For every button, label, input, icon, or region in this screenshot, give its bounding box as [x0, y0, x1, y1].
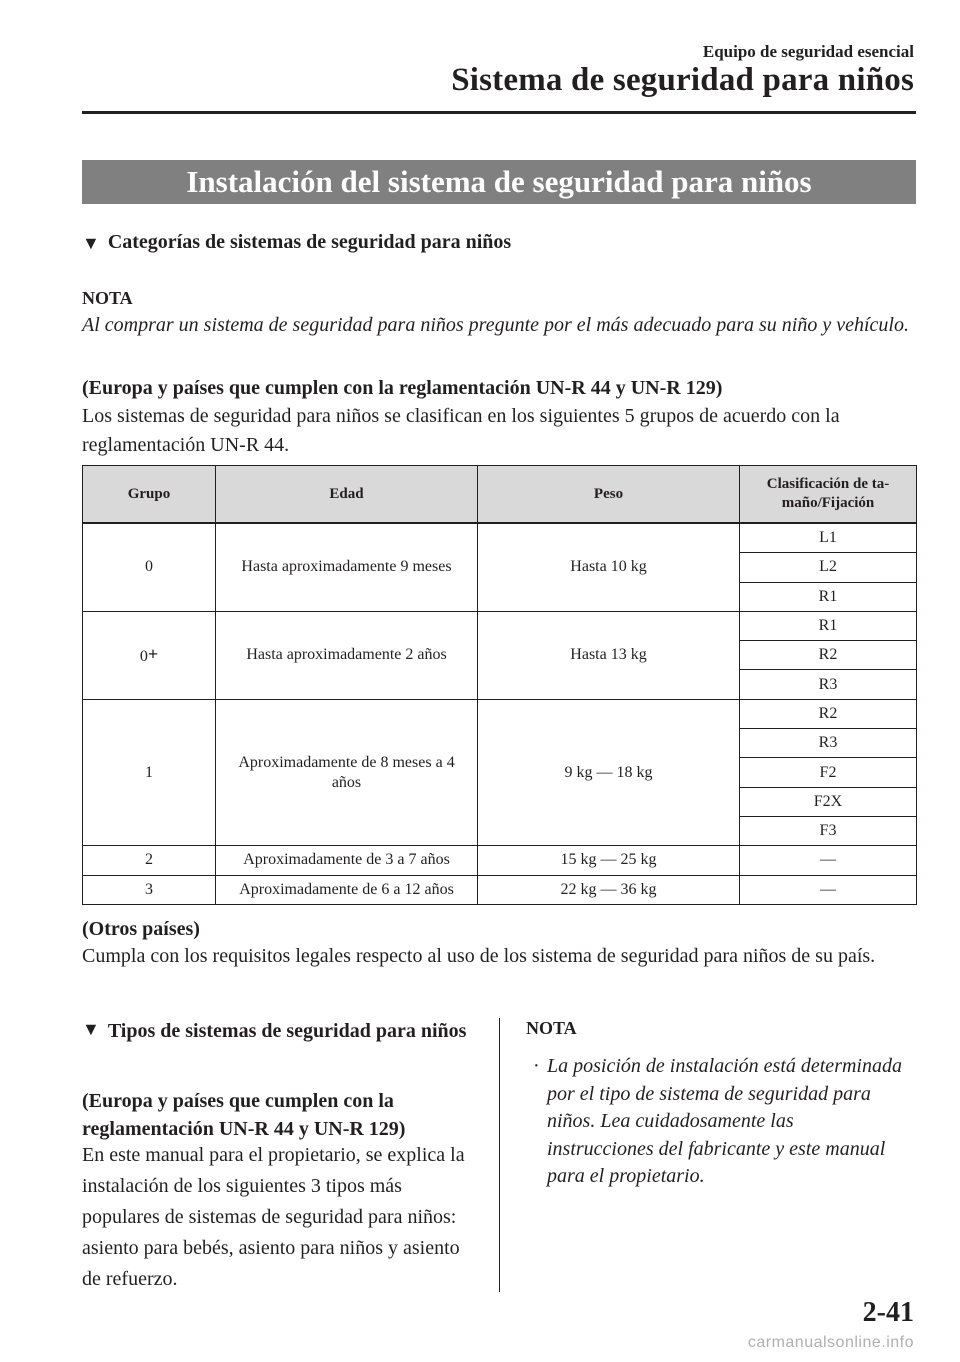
- cell-grupo: 0: [83, 523, 216, 611]
- table-row: [83, 611, 917, 640]
- cell-grupo: 1: [83, 699, 216, 845]
- header-rule: [82, 111, 916, 114]
- cell-peso: 22 kg — 36 kg: [478, 875, 740, 904]
- europe-text: Los sistemas de seguridad para niños se clasifican en los siguientes 5 grupos de acuerdo con la reglamentación UN-R 44.: [82, 405, 840, 456]
- table-row: [83, 875, 917, 904]
- bullet-dot-icon: ·: [533, 1055, 540, 1077]
- cell-peso: Hasta 13 kg: [478, 611, 740, 699]
- triangle-down-icon: ▼: [82, 233, 100, 253]
- cell-edad: Aproximadamente de 6 a 12 años: [216, 875, 478, 904]
- cell-clase: R1: [740, 611, 917, 640]
- column-divider: [499, 1018, 500, 1292]
- cell-clase: L1: [740, 523, 917, 553]
- cell-clase: R3: [740, 729, 917, 758]
- cell-edad: Hasta aproximadamente 2 años: [216, 611, 478, 699]
- page-number: 2-41: [862, 1297, 914, 1328]
- section-banner: Instalación del sistema de seguridad para niños: [82, 160, 916, 204]
- plus-icon: +: [147, 644, 159, 665]
- header-title: Sistema de seguridad para niños: [451, 62, 914, 98]
- europe-heading: (Europa y países que cumplen con la reglamentación UN-R 44 y UN-R 129): [82, 377, 723, 399]
- types-text: En este manual para el propietario, se explica la instalación de los siguientes 3 tipos más populares de sistemas de seguridad para niños: asiento para bebés, asiento para niños y asiento de refuerzo.: [82, 1144, 465, 1290]
- table-row: [83, 699, 917, 728]
- cell-clase: —: [740, 875, 917, 904]
- header-subtitle: Equipo de seguridad esencial: [702, 42, 914, 61]
- cell-grupo: 3: [83, 875, 216, 904]
- cell-clase: R1: [740, 582, 917, 611]
- col-header-grupo: Grupo: [83, 466, 216, 524]
- cell-clase: F2: [740, 758, 917, 787]
- cell-peso: 15 kg — 25 kg: [478, 846, 740, 875]
- section-heading-text: Categorías de sistemas de seguridad para niños: [107, 231, 512, 253]
- cell-peso: Hasta 10 kg: [478, 523, 740, 611]
- table-row: [83, 523, 917, 553]
- others-text: Cumpla con los requisitos legales respecto al uso de los sistema de seguridad para niños de su país.: [82, 945, 876, 967]
- nota-bullet: [533, 1053, 903, 1191]
- cell-clase: L2: [740, 553, 917, 582]
- nota-text: Al comprar un sistema de seguridad para niños pregunte por el más adecuado para su niño y vehículo.: [82, 314, 909, 336]
- cell-clase: R3: [740, 670, 917, 699]
- col-header-edad: Edad: [216, 466, 478, 524]
- cell-edad: Aproximadamente de 8 meses a 4 años: [216, 699, 478, 845]
- section-heading-types: [82, 1017, 482, 1046]
- col-header-peso: Peso: [478, 466, 740, 524]
- others-heading: (Otros países): [82, 918, 200, 940]
- nota-label: NOTA: [82, 288, 133, 308]
- triangle-down-icon: ▼: [82, 1019, 100, 1039]
- watermark: carmanualsonline.info: [747, 1334, 914, 1351]
- cell-edad: Hasta aproximadamente 9 meses: [216, 523, 478, 611]
- section-heading-text: Tipos de sistemas de seguridad para niños: [107, 1020, 467, 1042]
- europe-heading-2: (Europa y países que cumplen con la reglamentación UN-R 44 y UN-R 129): [82, 1090, 406, 1140]
- cell-peso: 9 kg — 18 kg: [478, 699, 740, 845]
- nota-bullet-text: La posición de instalación está determinada por el tipo de sistema de seguridad para niños. Lea cuidadosamente las instrucciones del fabricante y este manual para el propietario.: [547, 1055, 902, 1187]
- col-header-clasificacion: Clasificación de ta- maño/Fijación: [740, 466, 917, 524]
- cell-clase: F2X: [740, 787, 917, 816]
- cell-clase: R2: [740, 699, 917, 728]
- grupo-value: 0: [139, 648, 148, 666]
- cell-grupo: [83, 611, 216, 699]
- cell-clase: R2: [740, 641, 917, 670]
- groups-table: [82, 465, 917, 905]
- section-heading-categories: [82, 231, 916, 255]
- nota-label-2: NOTA: [526, 1018, 577, 1038]
- cell-clase: —: [740, 846, 917, 875]
- table-row: [83, 846, 917, 875]
- cell-grupo: 2: [83, 846, 216, 875]
- cell-edad: Aproximadamente de 3 a 7 años: [216, 846, 478, 875]
- cell-clase: F3: [740, 816, 917, 845]
